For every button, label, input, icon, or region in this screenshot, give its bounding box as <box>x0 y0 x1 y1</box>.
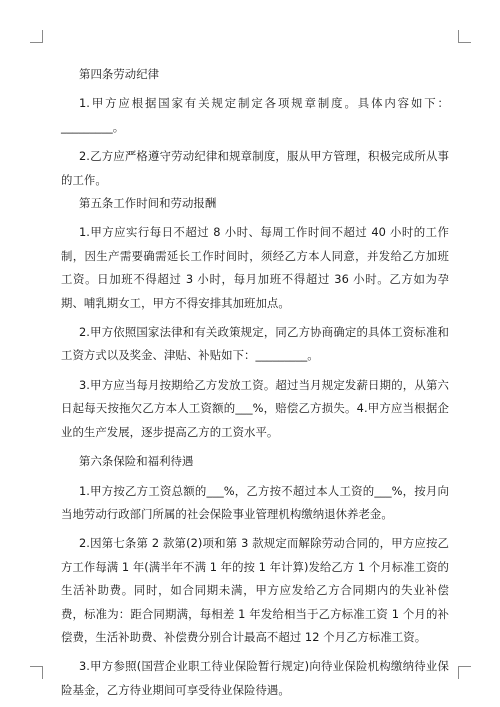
crop-mark-bottom-left <box>30 666 43 679</box>
crop-mark-bottom-right <box>458 666 471 679</box>
paragraph-5-2: 2.甲方依照国家法律和有关政策规定，同乙方协商确定的具体工资标准和工资方式以及奖金、津贴、补贴如下：_________。 <box>61 325 449 363</box>
paragraph-5-1: 1.甲方应实行每日不超过 8 小时、每周工作时间不超过 40 小时的工作制，因生产需要确需延长工作时间时，须经乙方本人同意，并发给乙方加班工资。日加班不得超过 3 小时，每月加班不得超过 36 小时。乙方如为孕期、哺乳期女工，甲方不得安排其加班加点。 <box>61 225 449 310</box>
paragraph-6-3: 3.甲方参照(国营企业职工待业保险暂行规定)向待业保险机构缴纳待业保险基金，乙方待业期间可享受待业保险待遇。 <box>61 659 449 697</box>
document-body <box>61 63 449 702</box>
crop-mark-top-right <box>458 30 471 43</box>
paragraph-4-1: 1.甲方应根据国家有关规定制定各项规章制度。具体内容如下：_________。 <box>61 96 449 134</box>
paragraph-6-2: 2.因第七条第 2 款第(2)项和第 3 款规定而解除劳动合同的，甲方应按乙方工作每满 1 年(满半年不满 1 年的按 1 年计算)发给乙方 1 个月标准工资的生活补助费。同时，如合同期未满，甲方应发给乙方合同期内的失业补偿费，标准为：距合同期满，每相差 1 年发给相当于乙方标准工资 1 个月的补偿费，生活补助费、补偿费分别合计最高不超过 12 个月乙方标准工资。 <box>61 536 449 644</box>
paragraph-6-1: 1.甲方按乙方工资总额的___%，乙方按不超过本人工资的___%，按月向当地劳动行政部门所属的社会保险事业管理机构缴纳退休养老金。 <box>61 483 449 521</box>
section-heading-5: 第五条工作时间和劳动报酬 <box>79 196 217 211</box>
section-heading-4: 第四条劳动纪律 <box>79 67 160 81</box>
paragraph-4-2: 2.乙方应严格遵守劳动纪律和规章制度，服从甲方管理，积极完成所从事的工作。 <box>61 149 449 187</box>
paragraph-5-3: 3.甲方应当每月按期给乙方发放工资。超过当月规定发薪日期的，从第六日起每天按拖欠乙方本人工资额的___%，赔偿乙方损失。4.甲方应当根据企业的生产发展，逐步提高乙方的工资水平。 <box>61 377 449 439</box>
crop-mark-top-left <box>30 30 43 43</box>
section-heading-6: 第六条保险和福利待遇 <box>79 454 194 469</box>
